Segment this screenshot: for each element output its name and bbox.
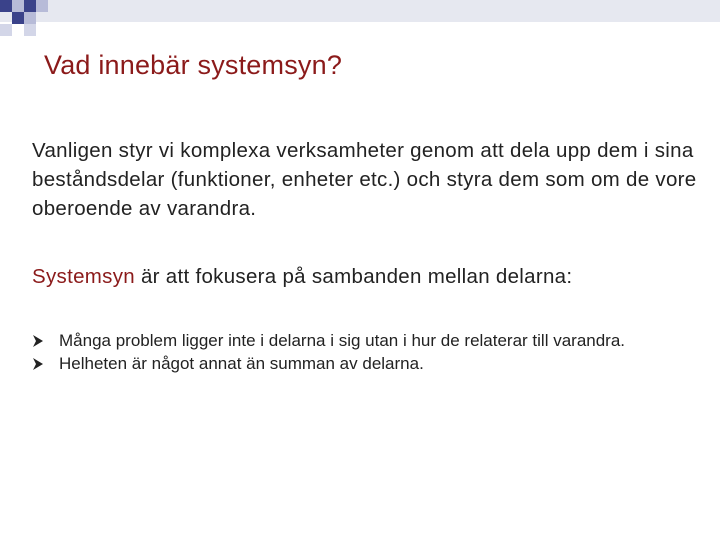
intro-paragraph: Vanligen styr vi komplexa verksamheter genom att dela upp dem i sina beståndsdelar (funktioner, enheter etc.) och styra dem som om de vore oberoende av varandra. [32,139,697,220]
bullet-text: Helheten är något annat än summan av delarna. [59,354,424,373]
systemsyn-statement [32,262,572,291]
systemsyn-definition: är att fokusera på sambanden mellan delarna: [134,265,573,288]
decoration-square [24,24,36,36]
arrowhead-bullet-icon [32,334,44,348]
arrowhead-bullet-icon [32,357,44,371]
decoration-square [0,0,12,12]
decoration-square [12,0,24,12]
slide-title: Vad innebär systemsyn? [44,50,343,80]
bullet-item [32,353,672,375]
header-decoration [0,0,720,22]
bullet-text: Många problem ligger inte i delarna i sig utan i hur de relaterar till varandra. [59,331,626,350]
decoration-square [24,0,36,12]
decoration-square [36,0,48,12]
decoration-square [12,12,24,24]
decoration-square [0,24,12,36]
systemsyn-term: Systemsyn [32,265,135,288]
bullet-list [32,330,672,376]
bullet-item [32,330,672,352]
decoration-square [24,12,36,24]
